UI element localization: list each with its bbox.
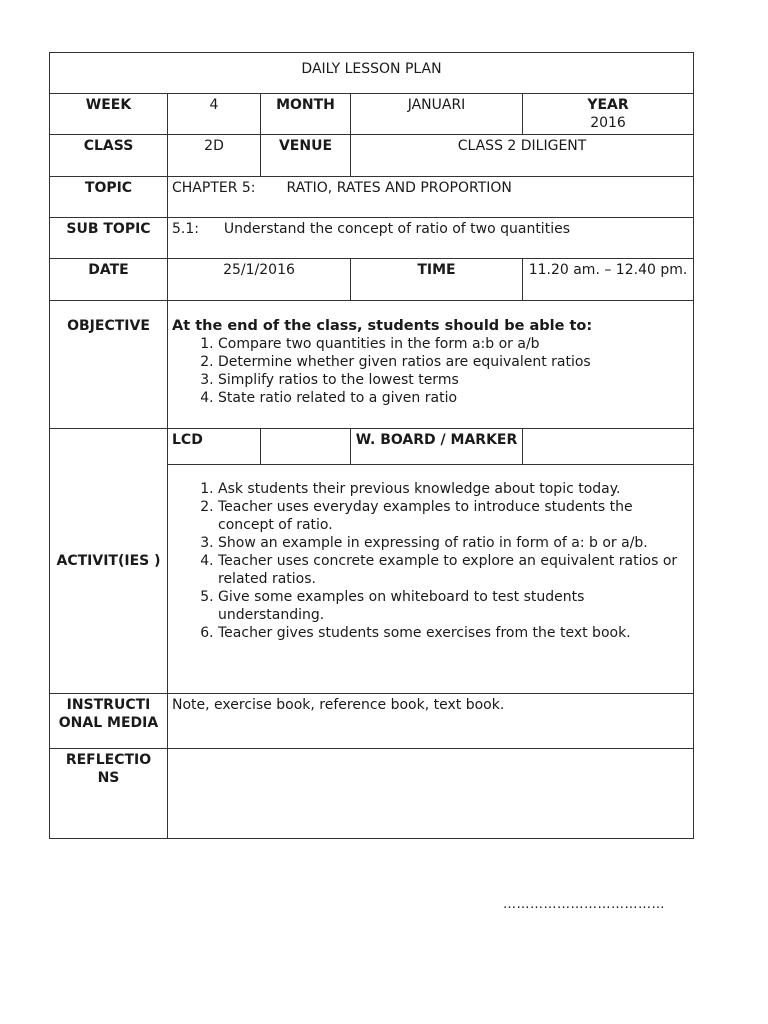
activity-steps bbox=[168, 465, 694, 694]
objective-item: 1. Compare two quantities in the form a:b or a/b bbox=[218, 335, 689, 353]
year-cell bbox=[523, 94, 694, 135]
media-row bbox=[50, 694, 694, 749]
date-row bbox=[50, 259, 694, 301]
objective-row bbox=[50, 301, 694, 429]
reflections-value bbox=[168, 749, 694, 839]
date-label: DATE bbox=[50, 259, 168, 301]
date-value: 25/1/2016 bbox=[168, 259, 351, 301]
topic-label: TOPIC bbox=[50, 177, 168, 218]
media-label: INSTRUCTI ONAL MEDIA bbox=[50, 694, 168, 749]
week-value: 4 bbox=[168, 94, 261, 135]
media-value: Note, exercise book, reference book, text book. bbox=[168, 694, 694, 749]
topic-name: RATIO, RATES AND PROPORTION bbox=[286, 180, 512, 196]
signature-line: ……………………………… bbox=[503, 897, 665, 912]
year-label: YEAR bbox=[587, 97, 629, 113]
week-row bbox=[50, 94, 694, 135]
class-label: CLASS bbox=[50, 135, 168, 177]
activity-tool-blank bbox=[261, 429, 351, 465]
sub-topic-text: Understand the concept of ratio of two quantities bbox=[223, 221, 570, 237]
objective-content bbox=[168, 301, 694, 429]
venue-value: CLASS 2 DILIGENT bbox=[351, 135, 694, 177]
title-row bbox=[50, 53, 694, 94]
activity-item: 6. Teacher gives students some exercises from the text book. bbox=[218, 624, 689, 642]
activity-tool-whiteboard: W. BOARD / MARKER bbox=[351, 429, 523, 465]
class-value: 2D bbox=[168, 135, 261, 177]
activity-item: 5. Give some examples on whiteboard to test students understanding. bbox=[218, 588, 689, 624]
time-value: 11.20 am. – 12.40 pm. bbox=[523, 259, 694, 301]
sub-topic-value bbox=[168, 218, 694, 259]
reflections-row bbox=[50, 749, 694, 839]
activity-item: 1. Ask students their previous knowledge about topic today. bbox=[218, 480, 689, 498]
activities-label: ACTIVIT(IES ) bbox=[50, 429, 168, 694]
objective-intro: At the end of the class, students should be able to: bbox=[172, 318, 593, 334]
objective-item: 3. Simplify ratios to the lowest terms bbox=[218, 371, 689, 389]
document-title: DAILY LESSON PLAN bbox=[50, 53, 694, 94]
reflections-label: REFLECTIO NS bbox=[50, 749, 168, 839]
sub-topic-row bbox=[50, 218, 694, 259]
activity-tools-row bbox=[50, 429, 694, 465]
objective-item: 4. State ratio related to a given ratio bbox=[218, 389, 689, 407]
activity-tool-lcd: LCD bbox=[168, 429, 261, 465]
topic-chapter: CHAPTER 5: bbox=[172, 180, 256, 196]
topic-row bbox=[50, 177, 694, 218]
month-value: JANUARI bbox=[351, 94, 523, 135]
sub-topic-label: SUB TOPIC bbox=[50, 218, 168, 259]
activity-item: 4. Teacher uses concrete example to explore an equivalent ratios or related ratios. bbox=[218, 552, 689, 588]
class-row bbox=[50, 135, 694, 177]
activity-tool-blank bbox=[523, 429, 694, 465]
activity-list bbox=[172, 480, 689, 642]
month-label: MONTH bbox=[261, 94, 351, 135]
venue-label: VENUE bbox=[261, 135, 351, 177]
topic-value bbox=[168, 177, 694, 218]
objective-label: OBJECTIVE bbox=[50, 301, 168, 429]
sub-topic-number: 5.1: bbox=[172, 221, 199, 237]
lesson-plan-table bbox=[49, 52, 694, 839]
year-value: 2016 bbox=[590, 115, 626, 131]
activity-item: 2. Teacher uses everyday examples to introduce students the concept of ratio. bbox=[218, 498, 689, 534]
activity-item: 3. Show an example in expressing of ratio in form of a: b or a/b. bbox=[218, 534, 689, 552]
time-label: TIME bbox=[351, 259, 523, 301]
week-label: WEEK bbox=[50, 94, 168, 135]
objective-list bbox=[172, 335, 689, 407]
objective-item: 2. Determine whether given ratios are equivalent ratios bbox=[218, 353, 689, 371]
